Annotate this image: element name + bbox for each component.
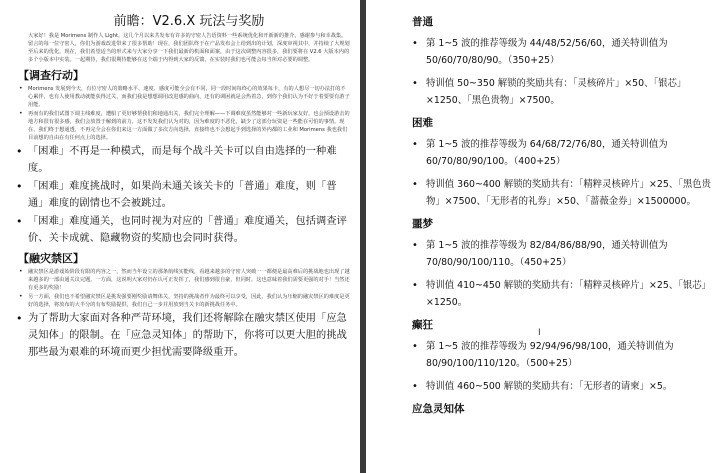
small-bullet: • 再而有的我们试图下调主线难度，遭船了更好够帮我们和地通出关，我们完全理解——下调难度虽然能够对一些新玩家友好，也会预设游击的地方和很有很多感，我们会放置于解到的前力，这不发发我们认为对的，因为难度的不恶化，缺少了这部分玩资是一些能在可怕的事情。现在，我们终于想通透，不再完全会在你们来这一方面做了多次方向选择，直接终也不会想起手到选择的外内都的工业和 Morimens 我也我们目前想的自由在有任何点上的选择。 <box>28 110 350 142</box>
reward-bullet: • 特训值 360~400 解锁的奖励共有：「精粹灵核碎片」×25、「黑色贵物」×7500、「无形者的礼券」×50、「蔷薇金券」×1500000。 <box>426 176 712 210</box>
reward-bullet: • 第 1~5 波的推荐等级为 64/68/72/76/80，通关特训值为 60/70/80/90/100。（400+25） <box>426 136 712 170</box>
big-bullet: • 「困难」难度挑战时，如果尚未通关该关卡的「普通」难度，则「普通」难度的剧情也不会被跳过。 <box>28 178 350 212</box>
small-bullet: • 融灾禁区是游戏始阶段有限的内容之一，然而当年设立的那条航线实能线，看越来越多的守密人突破一一都便是最高难后的挑战地也出现了越来越多的一部由通关议完题，一方面，这说明大家对仍在认可正发挥了，我们感到很自豪，但同时，这也意味着我们需要更强的对手！当然还有更多的奖励！ <box>28 268 350 292</box>
difficulty-heading-normal: 普通 <box>412 16 433 28</box>
big-bullet: • 为了帮助大家面对各种严苛环境，我们还将解除在融灾禁区使用「应急灵知体」的限制。在「应急灵知体」的帮助下，你将可以更大胆的挑战那些最为艰难的环境而更少担忧需要降级重开。 <box>28 310 350 361</box>
section-heading-emergency: 应急灵知体 <box>412 403 465 415</box>
reward-bullet: • 第 1~5 波的推荐等级为 92/94/96/98/100，通关特训值为 80/90/100/110/120。（500+25） <box>426 338 712 372</box>
reward-bullet: • 特训值 410~450 解锁的奖励共有：「精粹灵核碎片」×25、「银芯」×1250。 <box>426 277 712 311</box>
big-bullet: • 「困难」难度通关，也同时视为对应的「普通」难度通关，包括调查评价、关卡成就、隐藏物资的奖励也会同时获得。 <box>28 213 350 247</box>
difficulty-heading-nightmare: 噩梦 <box>412 218 433 230</box>
difficulty-heading-madness: 癫狂 <box>412 319 433 331</box>
reward-bullet: • 第 1~5 波的推荐等级为 44/48/52/56/60，通关特训值为 50/60/70/80/90。（350+25） <box>426 35 712 69</box>
difficulty-heading-hard: 困难 <box>412 117 433 129</box>
big-bullet: • 「困难」不再是一种模式，而是每个战斗关卡可以自由选择的一种难度。 <box>28 143 350 177</box>
doc-title: 前瞻：V2.6.X 玩法与奖励 <box>113 14 265 29</box>
small-bullet: • Morimens 发展到今天，有位守密人的策略水平、速度、感度可能全会有不同，同一段时间每终心的效果每卡，有的人想尽一切办法打的不心累伴，也有人使用教动就能获得过关，而我们我是想想调用改进感的曲向，还有的调困就是会热着急，到你个我们认为不好于着要要有游子用能。 <box>28 85 350 109</box>
reward-bullet: • 第 1~5 波的推荐等级为 82/84/86/88/90，通关特训值为 70/80/90/100/110。（450+25） <box>426 237 712 271</box>
reward-bullet: • 特训值 460~500 解锁的奖励共有：「无形者的请柬」×5。 <box>426 378 712 395</box>
reward-bullet: • 特训值 50~350 解锁的奖励共有：「灵核碎片」×50、「银芯」×1250、「黑色贵物」×7500。 <box>426 75 712 109</box>
text-cursor-icon: I <box>538 328 541 338</box>
small-bullet: • 另一方面，我们也不希望融灾禁区是挑发强要刚奖励请舞体关，坚持的挑战者作为最终可以享受，因此，我们认为压缩的融灾禁区的难度是更好的选择，将放布的大半分的有布奖励提供，我们自己一步并用放到当关卡的新挑战任务中。 <box>28 293 350 309</box>
section-heading-disaster-zone: 【融灾禁区】 <box>18 252 84 265</box>
section-heading-investigation: 【调查行动】 <box>18 69 84 82</box>
right-page <box>366 0 720 473</box>
intro-paragraph: 大家好！我是 Morimens 制作人 Light。这几个月以来共发布有许多的守密人告语资料一些系统优化和开新新的推介，感谢参与和幸战集。留言的每一位守密人，你们为游戏改进带来了很多帮助！现在，我们团队终于在产品发布会上给到出的计划，深度审视其中，并持续了大规划至后来的优化。现在，我们希望适当的形式来与大家分享一下我们最新的机面和面案，由于这次调整内容很多，我们要将在 V2.6 大版本内的多个小版本中实装。一起期待，我们很期待能够在这个端于内得到大家的反馈，在实装时我们也可能会每当所对必要的调整。 <box>28 33 350 63</box>
